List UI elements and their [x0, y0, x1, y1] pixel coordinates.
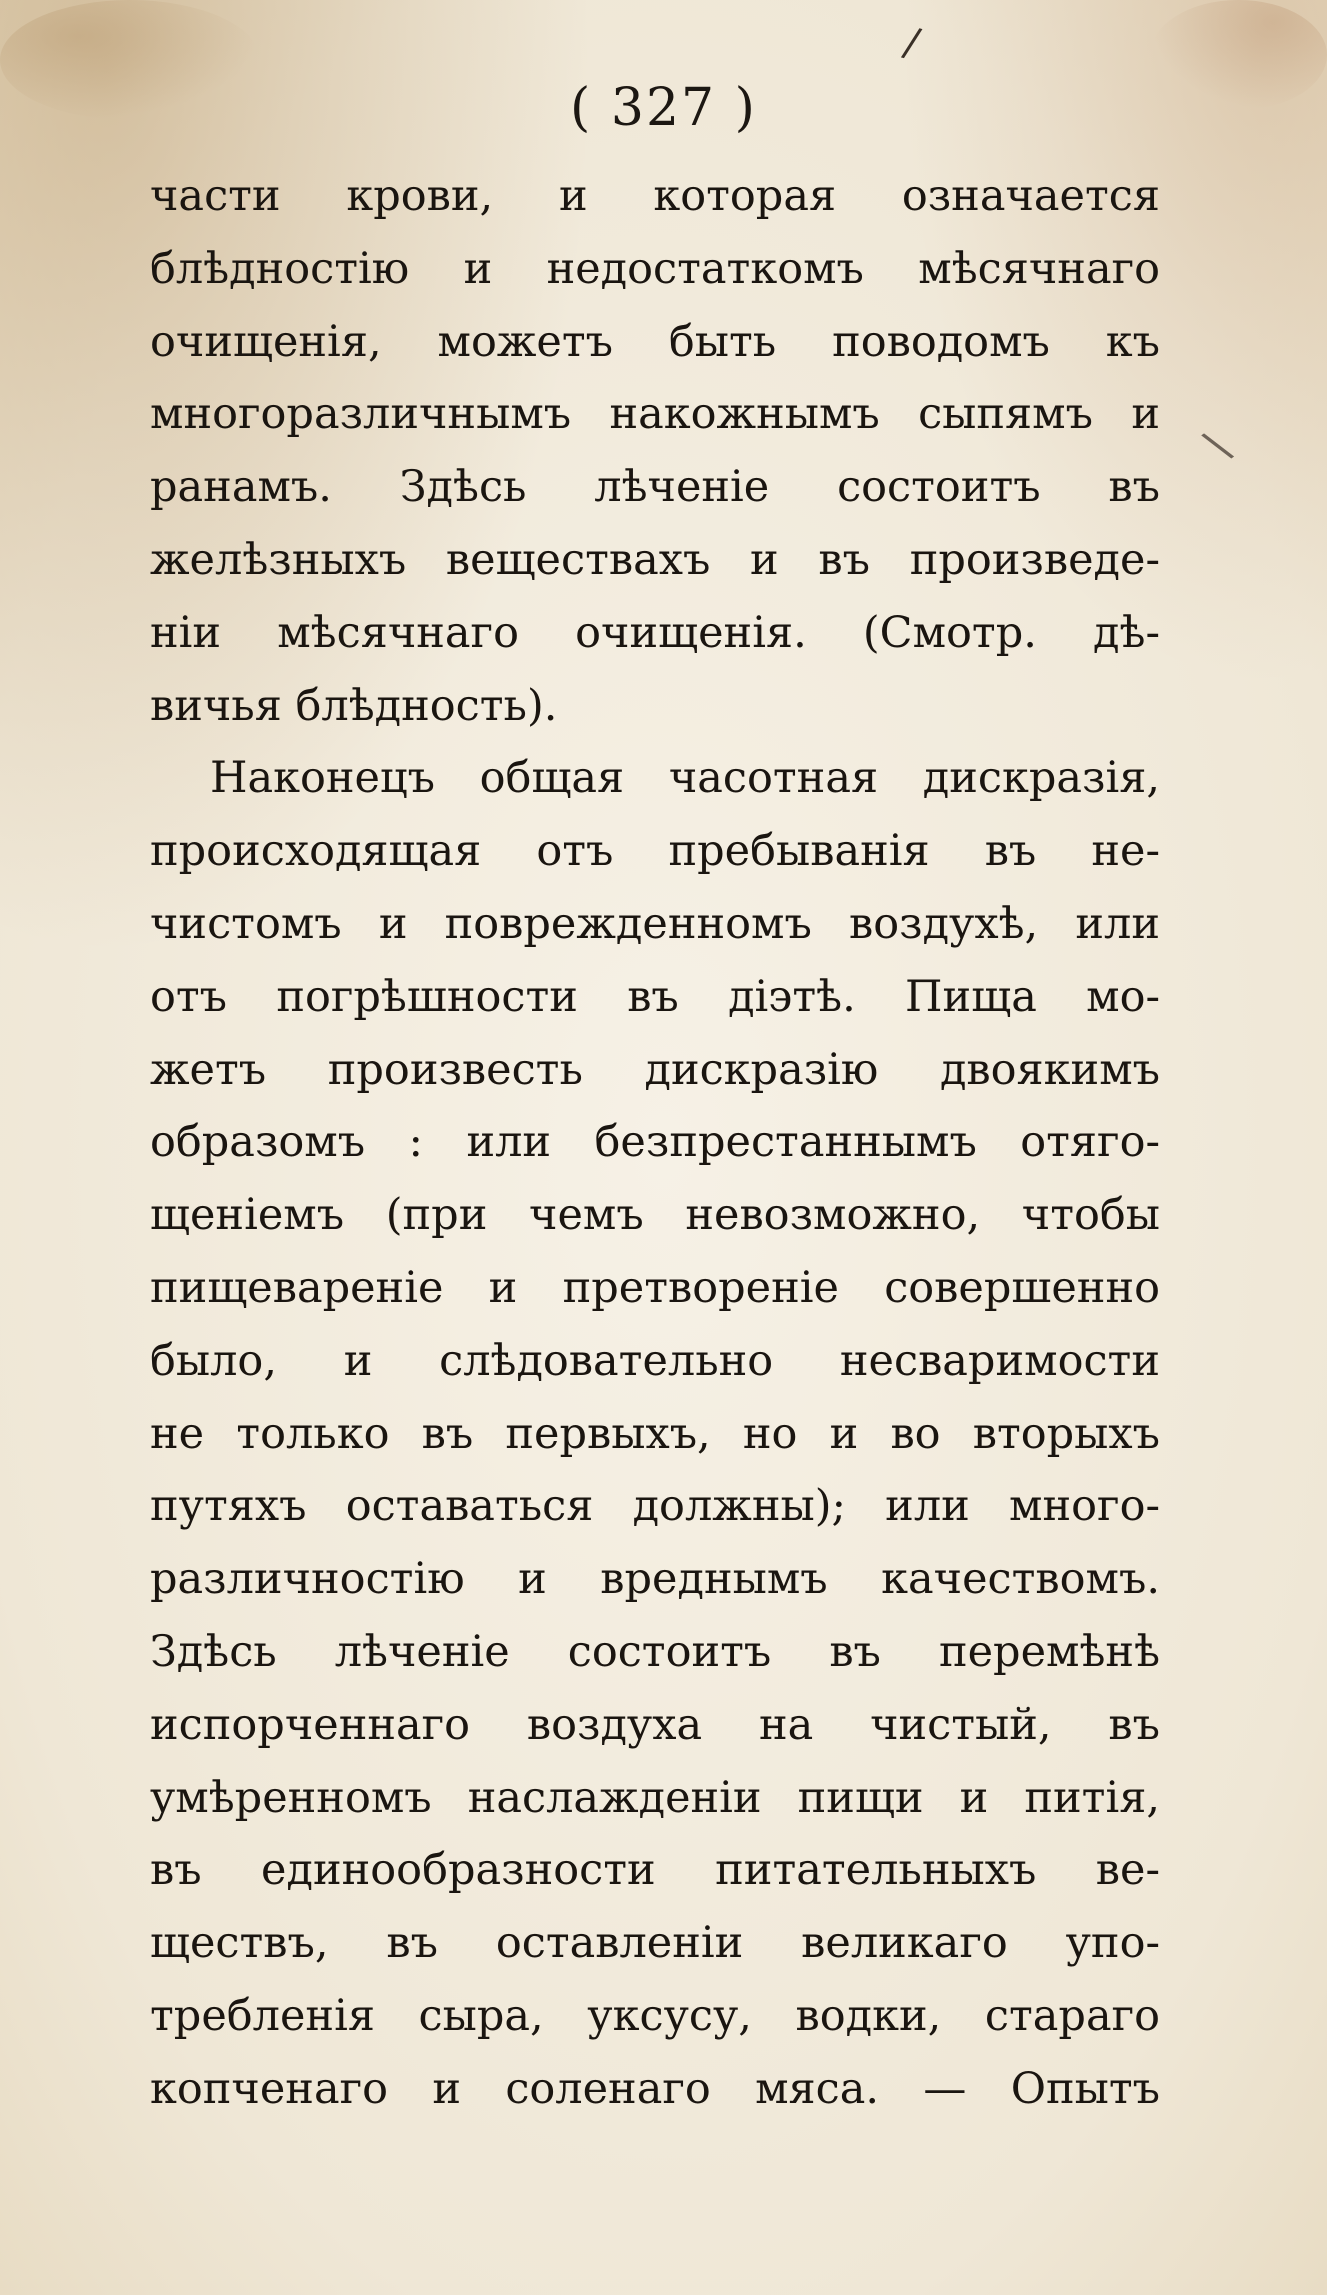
text-line: было, и слѣдовательно несваримости	[150, 1335, 1160, 1386]
text-line: испорченнаго воздуха на чистый, въ	[150, 1699, 1160, 1750]
text-line-paragraph-start: Наконецъ общая часотная дискразія,	[210, 753, 1160, 804]
text-line: очищенія, можетъ быть поводомъ къ	[150, 316, 1160, 367]
text-line: части крови, и которая означается	[150, 171, 1160, 221]
text-line: различностію и вреднымъ качествомъ.	[150, 1554, 1160, 1605]
text-line: желѣзныхъ веществахъ и въ произведе-	[150, 534, 1160, 585]
text-line: ранамъ. Здѣсь лѣченіе состоитъ въ	[150, 462, 1160, 513]
ink-speck-top: /	[899, 19, 925, 67]
text-line: ществъ, въ оставленіи великаго упо-	[150, 1918, 1160, 1969]
text-line: пищевареніе и претвореніе совершенно	[150, 1262, 1160, 1313]
text-line: многоразличнымъ накожнымъ сыпямъ и	[150, 389, 1160, 440]
text-line: происходящая отъ пребыванія въ не-	[150, 826, 1160, 877]
text-line: образомъ : или безпрестаннымъ отяго-	[150, 1117, 1160, 1168]
text-line: Здѣсь лѣченіе состоитъ въ перемѣнѣ	[150, 1626, 1160, 1677]
text-line: жетъ произвесть дискразію двоякимъ	[150, 1044, 1160, 1095]
text-line: ніи мѣсячнаго очищенія. (Смотр. дѣ-	[150, 607, 1160, 658]
text-line: блѣдностію и недостаткомъ мѣсячнаго	[150, 243, 1160, 294]
text-line: въ единообразности питательныхъ ве-	[150, 1845, 1160, 1896]
page-number: ( 327 )	[570, 78, 757, 138]
body-text	[150, 160, 1160, 2126]
text-line: умѣренномъ наслажденіи пищи и питія,	[150, 1772, 1160, 1823]
text-line: требленія сыра, уксусу, водки, стараго	[150, 1990, 1160, 2041]
text-line: не только въ первыхъ, но и во вторыхъ	[150, 1408, 1160, 1459]
ink-speck-right-margin: \	[1196, 420, 1239, 471]
text-line: копченаго и соленаго мяса. — Опытъ	[150, 2063, 1160, 2114]
text-line: щеніемъ (при чемъ невозможно, чтобы	[150, 1190, 1160, 1241]
text-line: вичья блѣдность).	[150, 680, 558, 731]
text-line: чистомъ и поврежденномъ воздухѣ, или	[150, 898, 1160, 949]
text-line: путяхъ оставаться должны); или много-	[150, 1481, 1160, 1532]
text-line: отъ погрѣшности въ діэтѣ. Пища мо-	[150, 971, 1160, 1022]
